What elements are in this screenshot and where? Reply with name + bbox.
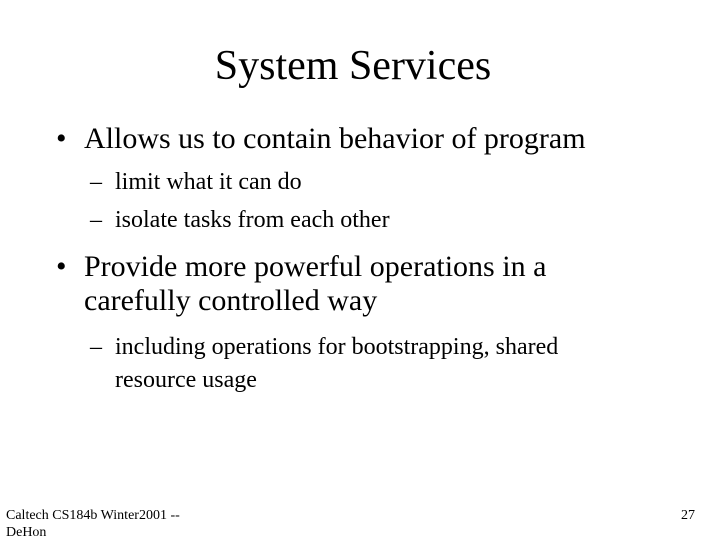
slide-title: System Services [214, 43, 492, 89]
sub-bullet-marker: – [90, 207, 102, 233]
footer-course-label: Caltech CS184b Winter2001 -- DeHon [6, 508, 180, 540]
bullet-text: Provide more powerful operations in a carefully controlled way [84, 250, 547, 317]
sub-bullet-marker: – [90, 169, 102, 195]
bullet-marker: • [56, 250, 67, 283]
page-number: 27 [681, 508, 695, 523]
sub-bullet-item [90, 204, 390, 237]
sub-bullet-text: limit what it can do [115, 169, 302, 195]
bullet-item [56, 250, 636, 318]
sub-bullet-marker: – [90, 334, 102, 360]
sub-bullet-text: including operations for bootstrapping, shared resource usage [115, 334, 559, 393]
bullet-marker: • [56, 122, 67, 155]
sub-bullet-text: isolate tasks from each other [115, 207, 390, 233]
sub-bullet-item [90, 331, 650, 397]
bullet-text: Allows us to contain behavior of program [84, 122, 586, 155]
bullet-item [56, 122, 656, 156]
sub-bullet-item [90, 166, 302, 199]
